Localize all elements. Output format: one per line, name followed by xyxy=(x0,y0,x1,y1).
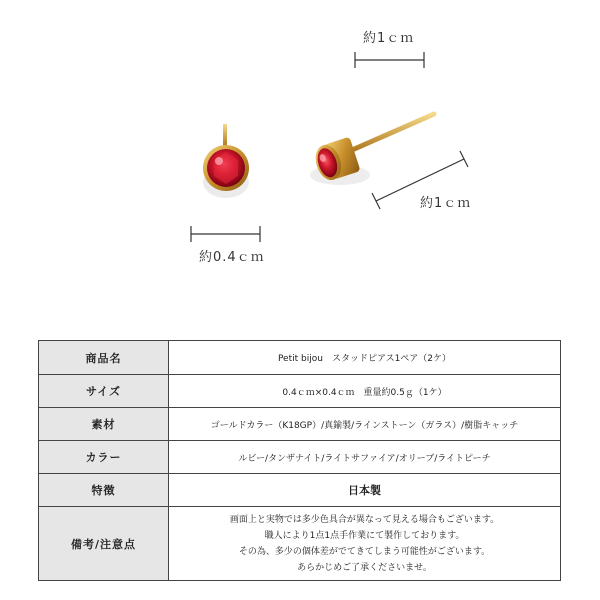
row-label: 素材 xyxy=(39,408,169,441)
table-row xyxy=(39,341,561,375)
row-value: ルビー/タンザナイト/ライトサファイア/オリーブ/ライトピーチ xyxy=(169,441,561,474)
row-value: 日本製 xyxy=(169,474,561,507)
dimension-label-top: 約1ｃｍ xyxy=(363,31,415,46)
row-label: 商品名 xyxy=(39,341,169,375)
row-value: Petit bijou スタッドピアス1ペア（2ケ） xyxy=(169,341,561,375)
table-row xyxy=(39,441,561,474)
row-label: カラー xyxy=(39,441,169,474)
row-value: 画面上と実物では多少色具合が異なって見える場合もございます。 職人により1点1点手作業にて製作しております。 その為、多少の個体差がでてきてしまう可能性がございます。 あらかじめご了承くださいませ。 xyxy=(169,507,561,581)
dimension-label-left: 約0.4ｃｍ xyxy=(199,250,265,265)
table-row xyxy=(39,375,561,408)
row-label: 特徴 xyxy=(39,474,169,507)
row-label: サイズ xyxy=(39,375,169,408)
spec-table xyxy=(38,340,561,581)
row-label: 備考/注意点 xyxy=(39,507,169,581)
dimension-label-right: 約1ｃｍ xyxy=(420,196,472,211)
row-value: ゴールドカラー（K18GP）/真鍮製/ラインストーン（ガラス）/樹脂キャッチ xyxy=(169,408,561,441)
row-value: 0.4ｃｍ×0.4ｃｍ 重量約0.5ｇ（1ケ） xyxy=(169,375,561,408)
table-row xyxy=(39,507,561,581)
earring-side-view xyxy=(310,114,434,185)
earring-front-view xyxy=(203,124,249,198)
table-row xyxy=(39,474,561,507)
table-row xyxy=(39,408,561,441)
